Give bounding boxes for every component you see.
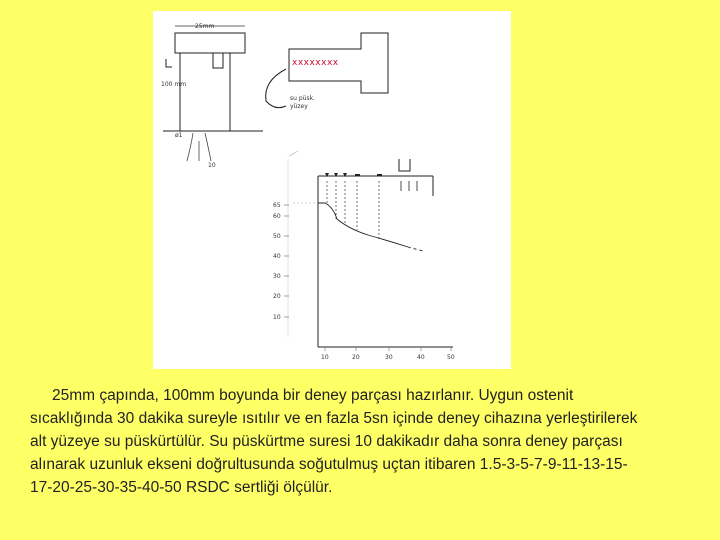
pointer-curve [266,69,286,108]
caption-line: 25mm çapında, 100mm boyunda bir deney parçası hazırlanır. Uygun ostenit [52,387,574,404]
y-tick-label: 20 [273,293,281,300]
x-tick-label: 30 [385,354,393,361]
x-tick-label: 40 [417,354,425,361]
fixture-label: 10 [208,162,216,169]
y-tick-label: 65 [273,202,281,209]
height-label: 100 mm [161,81,187,88]
surface-label-1: su püsk. [290,95,315,102]
width-dimension-label: 25mm [195,23,215,30]
specimen-notch [213,53,223,68]
hardness-curve [318,203,408,247]
x-tick-label: 50 [447,354,455,361]
quench-label: xxxxxxxx [292,58,339,68]
y-tick-label: 50 [273,233,281,240]
y-tick-label: 10 [273,314,281,321]
jominy-test-figure [153,11,511,369]
description-paragraph [30,384,695,499]
x-tick-labels [321,354,455,361]
x-tick-label: 20 [352,354,360,361]
x-tick-label: 10 [321,354,329,361]
measurement-drop-lines [327,181,379,239]
x-tick-marks [325,347,451,351]
y-tick-labels [273,202,281,321]
holder-bracket [166,59,172,67]
water-spray-right [205,133,211,161]
hardness-curve-tail [408,247,423,251]
caption-line: sıcaklığında 30 dakika sureyle ısıtılır ve en fazla 5sn içinde deney cihazına yerleştirilerek [30,410,638,427]
specimen-head [175,33,245,53]
surface-label-2: yüzey [290,103,308,110]
caption-line: alt yüzeye su püskürtülür. Su püskürtme suresi 10 dakikadır daha sonra deney parçası [30,433,623,450]
jominy-diagram [153,11,511,369]
caption-line: 17-20-25-30-35-40-50 RSDC sertliği ölçülür. [30,479,333,496]
nozzle-label: ø1 [175,132,183,139]
y-tick-label: 40 [273,253,281,260]
y-tick-label: 60 [273,213,281,220]
caption-line: alınarak uzunluk ekseni doğrultusunda soğutulmuş uçtan itibaren 1.5-3-5-7-9-11-13-15- [30,456,628,473]
y-tick-label: 30 [273,273,281,280]
probe-head [399,159,410,171]
graph-corner-mark [289,151,298,156]
water-spray-left [187,133,193,161]
